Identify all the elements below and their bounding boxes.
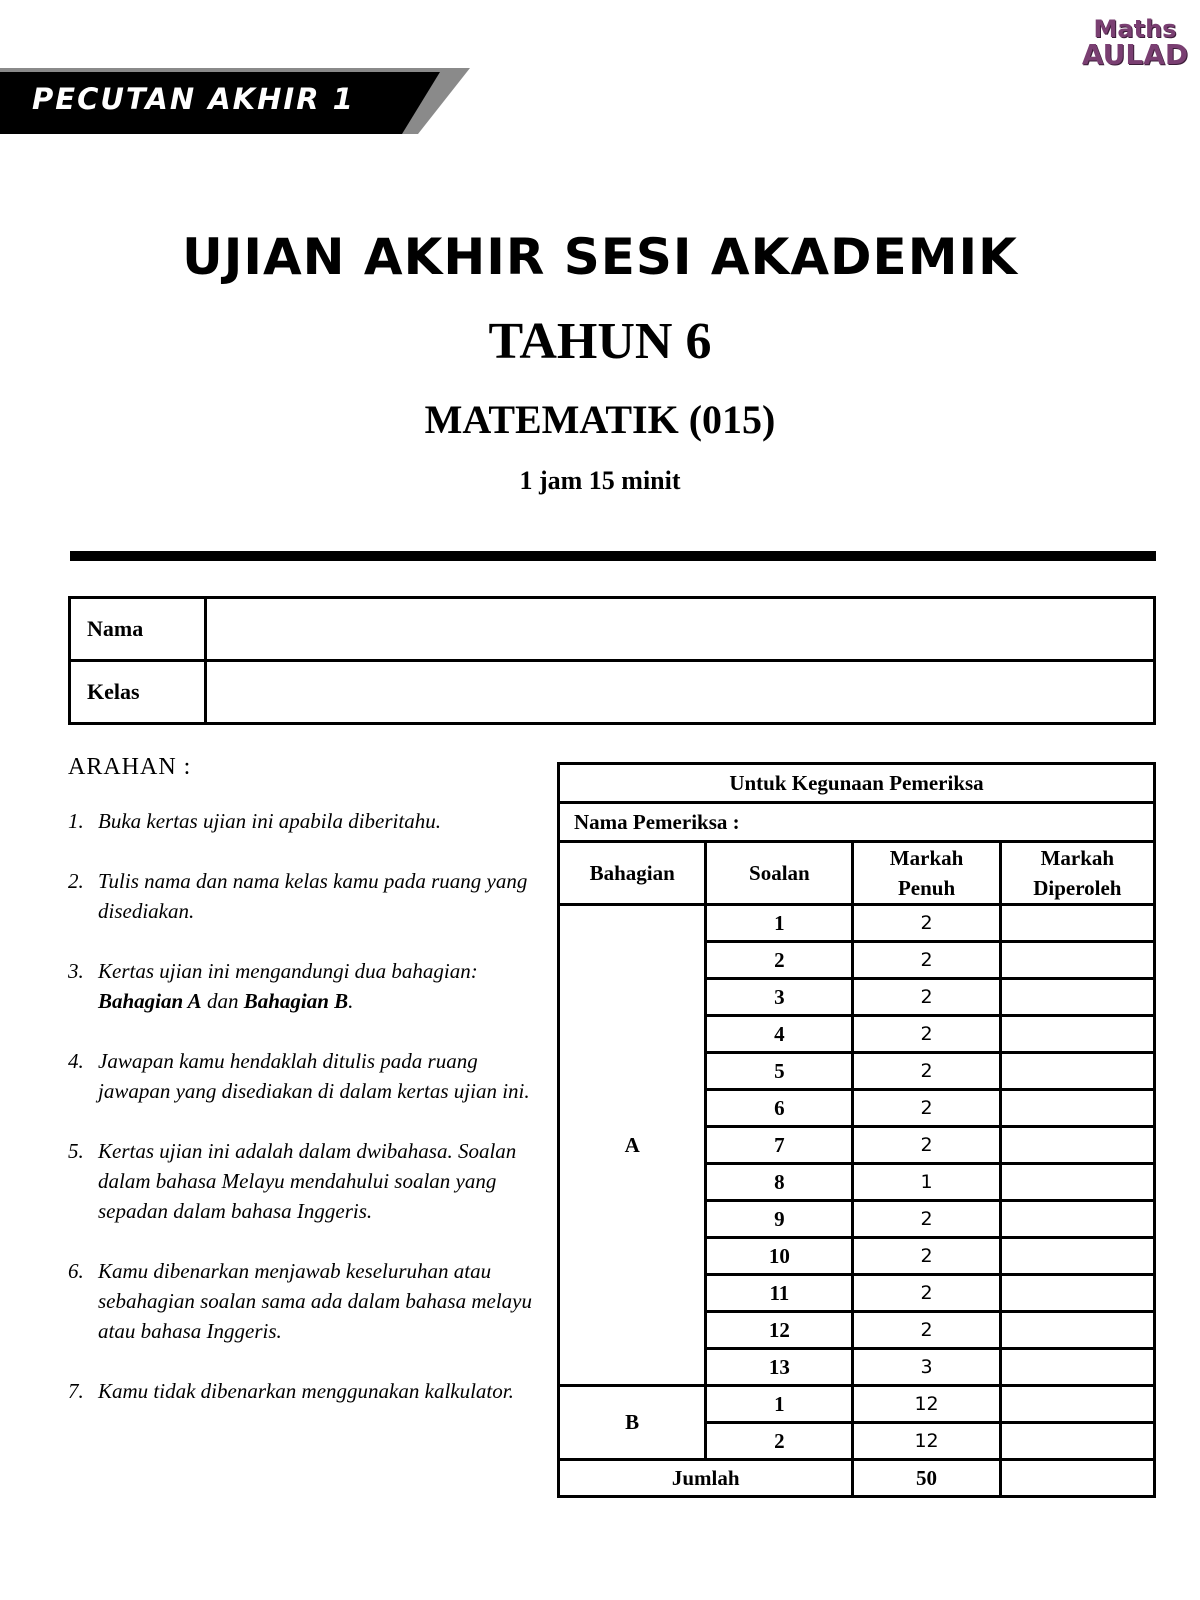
full-mark: 1 — [853, 1164, 1000, 1201]
full-mark: 3 — [853, 1349, 1000, 1386]
obtained-mark-cell[interactable] — [1000, 1053, 1154, 1090]
total-obtained-cell[interactable] — [1000, 1460, 1154, 1497]
obtained-mark-cell[interactable] — [1000, 1275, 1154, 1312]
instruction-item: 5. Kertas ujian ini adalah dalam dwibahasa. Soalan dalam bahasa Melayu mendahului soalan yang sepadan dalam bahasa Inggeris. — [68, 1139, 517, 1223]
full-mark: 2 — [853, 979, 1000, 1016]
name-row — [70, 598, 1155, 661]
exam-duration: 1 jam 15 minit — [519, 466, 681, 495]
obtained-mark-cell[interactable] — [1000, 1127, 1154, 1164]
maths-aulad-logo — [1080, 16, 1190, 76]
class-label: Kelas — [70, 661, 206, 724]
col-obtained-mark: Markah Diperoleh — [1000, 842, 1154, 905]
obtained-mark-cell[interactable] — [1000, 905, 1154, 942]
subject-title: MATEMATIK (015) — [424, 397, 776, 442]
question-number: 11 — [706, 1275, 853, 1312]
year-level: TAHUN 6 — [488, 313, 712, 370]
col-section: Bahagian — [559, 842, 706, 905]
obtained-mark-cell[interactable] — [1000, 1423, 1154, 1460]
instruction-item: 7. Kamu tidak dibenarkan menggunakan kalkulator. — [68, 1379, 514, 1403]
question-number: 3 — [706, 979, 853, 1016]
logo-line2: AULAD — [1081, 38, 1189, 71]
question-number: 8 — [706, 1164, 853, 1201]
full-mark: 2 — [853, 1312, 1000, 1349]
examiner-name-label: Nama Pemeriksa : — [559, 803, 1155, 842]
question-number: 1 — [706, 905, 853, 942]
full-mark: 2 — [853, 1275, 1000, 1312]
table-row — [559, 905, 1155, 942]
obtained-mark-cell[interactable] — [1000, 1238, 1154, 1275]
page-title: UJIAN AKHIR SESI AKADEMIK — [182, 228, 1018, 286]
examiner-table-title: Untuk Kegunaan Pemeriksa — [559, 764, 1155, 803]
full-mark: 2 — [853, 1016, 1000, 1053]
section-b-label: B — [559, 1386, 706, 1460]
total-full-mark: 50 — [853, 1460, 1000, 1497]
obtained-mark-cell[interactable] — [1000, 1349, 1154, 1386]
full-mark: 2 — [853, 1238, 1000, 1275]
obtained-mark-cell[interactable] — [1000, 1090, 1154, 1127]
question-number: 2 — [706, 1423, 853, 1460]
full-mark: 2 — [853, 942, 1000, 979]
question-number: 13 — [706, 1349, 853, 1386]
question-number: 1 — [706, 1386, 853, 1423]
student-info-table — [68, 596, 1156, 725]
full-mark: 12 — [853, 1386, 1000, 1423]
full-mark: 2 — [853, 1053, 1000, 1090]
total-row — [559, 1460, 1155, 1497]
full-mark: 12 — [853, 1423, 1000, 1460]
question-number: 12 — [706, 1312, 853, 1349]
instruction-item: 2. Tulis nama dan nama kelas kamu pada ruang yang disediakan. — [68, 869, 528, 923]
obtained-mark-cell[interactable] — [1000, 979, 1154, 1016]
logo-line1: Maths — [1093, 15, 1177, 43]
col-question: Soalan — [706, 842, 853, 905]
name-label: Nama — [70, 598, 206, 661]
question-number: 6 — [706, 1090, 853, 1127]
col-full-mark: Markah Penuh — [853, 842, 1000, 905]
instructions-title: ARAHAN : — [68, 754, 192, 780]
obtained-mark-cell[interactable] — [1000, 1201, 1154, 1238]
instruction-item: 6. Kamu dibenarkan menjawab keseluruhan atau sebahagian soalan sama ada dalam bahasa melayu atau bahasa Inggeris. — [68, 1259, 532, 1343]
obtained-mark-cell[interactable] — [1000, 1016, 1154, 1053]
question-number: 10 — [706, 1238, 853, 1275]
full-mark: 2 — [853, 905, 1000, 942]
banner — [0, 68, 470, 134]
full-mark: 2 — [853, 1090, 1000, 1127]
table-row — [559, 1386, 1155, 1423]
obtained-mark-cell[interactable] — [1000, 1164, 1154, 1201]
total-label: Jumlah — [559, 1460, 853, 1497]
class-field[interactable] — [206, 661, 1155, 724]
class-row — [70, 661, 1155, 724]
full-mark: 2 — [853, 1127, 1000, 1164]
question-number: 7 — [706, 1127, 853, 1164]
obtained-mark-cell[interactable] — [1000, 942, 1154, 979]
instruction-item: 3. Kertas ujian ini mengandungi dua bahagian: Bahagian A dan Bahagian B. — [68, 959, 478, 1013]
banner-label: PECUTAN AKHIR 1 — [32, 82, 355, 116]
section-a-label: A — [559, 905, 706, 1386]
question-number: 4 — [706, 1016, 853, 1053]
instruction-item: 4. Jawapan kamu hendaklah ditulis pada ruang jawapan yang disediakan di dalam kertas ujian ini. — [68, 1049, 530, 1103]
full-mark: 2 — [853, 1201, 1000, 1238]
divider — [70, 551, 1156, 561]
instructions-list — [68, 806, 538, 1436]
instruction-item: 1. Buka kertas ujian ini apabila diberitahu. — [68, 809, 441, 833]
obtained-mark-cell[interactable] — [1000, 1312, 1154, 1349]
question-number: 9 — [706, 1201, 853, 1238]
question-number: 5 — [706, 1053, 853, 1090]
examiner-table — [557, 762, 1156, 1498]
name-field[interactable] — [206, 598, 1155, 661]
obtained-mark-cell[interactable] — [1000, 1386, 1154, 1423]
question-number: 2 — [706, 942, 853, 979]
